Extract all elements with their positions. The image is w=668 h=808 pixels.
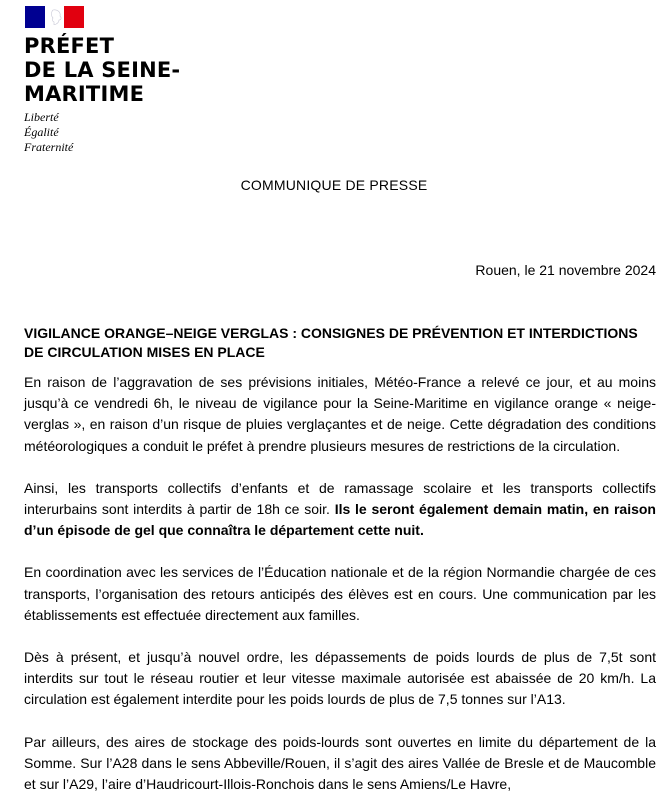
- paragraph-poids-lourds: Dès à présent, et jusqu’à nouvel ordre, les dépassements de poids lourds de plus de 7,5t sont interdits sur tout le réseau routier et leur vitesse maximale autorisée est abaissée de 20 km/h. La circulation est également interdite pour les poids lourds de plus de 7,5 tonnes sur l’A13.: [24, 649, 656, 708]
- prefecture-line-2: DE LA SEINE-: [24, 58, 181, 82]
- flag-white-band: [45, 6, 64, 28]
- press-release-body: [24, 372, 656, 795]
- paragraph-aires-stockage: Par ailleurs, des aires de stockage des poids-lourds sont ouvertes en limite du département de la Somme. Sur l’A28 dans le sens Abbeville/Rouen, il s’agit des aires Vallée de Bresle et de Maucomble et sur l’A29, l’aire d’Haudricourt-Illois-Ronchois dans le sens Amiens/Le Havre,: [24, 733, 656, 793]
- motto-egalite: Égalité: [24, 125, 59, 139]
- paragraph-transports-text: Ainsi, les transports collectifs d’enfants et de ramassage scolaire et les transports collectifs interurbains sont interdits à partir de 18h ce soir.: [24, 479, 656, 518]
- document-type-label: COMMUNIQUE DE PRESSE: [240, 177, 428, 193]
- prefecture-line-1: PRÉFET: [24, 34, 115, 58]
- flag-red-band: [64, 6, 84, 28]
- marianne-profile-icon: [51, 9, 63, 25]
- paragraph-vigilance: En raison de l’aggravation de ses prévisions initiales, Météo-France a relevé ce jour, et au moins jusqu’à ce vendredi 6h, le niveau de vigilance pour la Seine-Maritime en vigilance orange « neige-verglas », en raison d’un risque de pluies verglaçantes et de neige. Cette dégradation des conditions météorologiques a conduit le préfet à prendre plusieurs mesures de restrictions de la circulation.: [24, 374, 656, 454]
- motto-liberte: Liberté: [24, 110, 59, 124]
- flag-blue-band: [25, 6, 45, 28]
- republic-motto: [24, 110, 73, 155]
- press-release-headline: VIGILANCE ORANGE–NEIGE VERGLAS : CONSIGNES DE PRÉVENTION ET INTERDICTIONS DE CIRCULATION MISES EN PLACE: [24, 325, 638, 360]
- motto-fraternite: Fraternité: [24, 140, 74, 154]
- paragraph-coordination: En coordination avec les services de l’Éducation nationale et de la région Normandie chargée de ces transports, l’organisation des retours anticipés des élèves est en cours. Une communication par les établissements est effectuée directement aux familles.: [24, 564, 656, 623]
- date-line: Rouen, le 21 novembre 2024: [475, 262, 656, 278]
- prefecture-line-3: MARITIME: [24, 82, 145, 106]
- prefecture-name: [24, 34, 180, 106]
- paragraph-transports-emphasis: Ils le seront également demain matin, en raison d’un épisode de gel que connaîtra le département cette nuit.: [24, 501, 656, 539]
- french-flag-logo: [25, 6, 84, 28]
- paragraph-transports: [24, 478, 656, 542]
